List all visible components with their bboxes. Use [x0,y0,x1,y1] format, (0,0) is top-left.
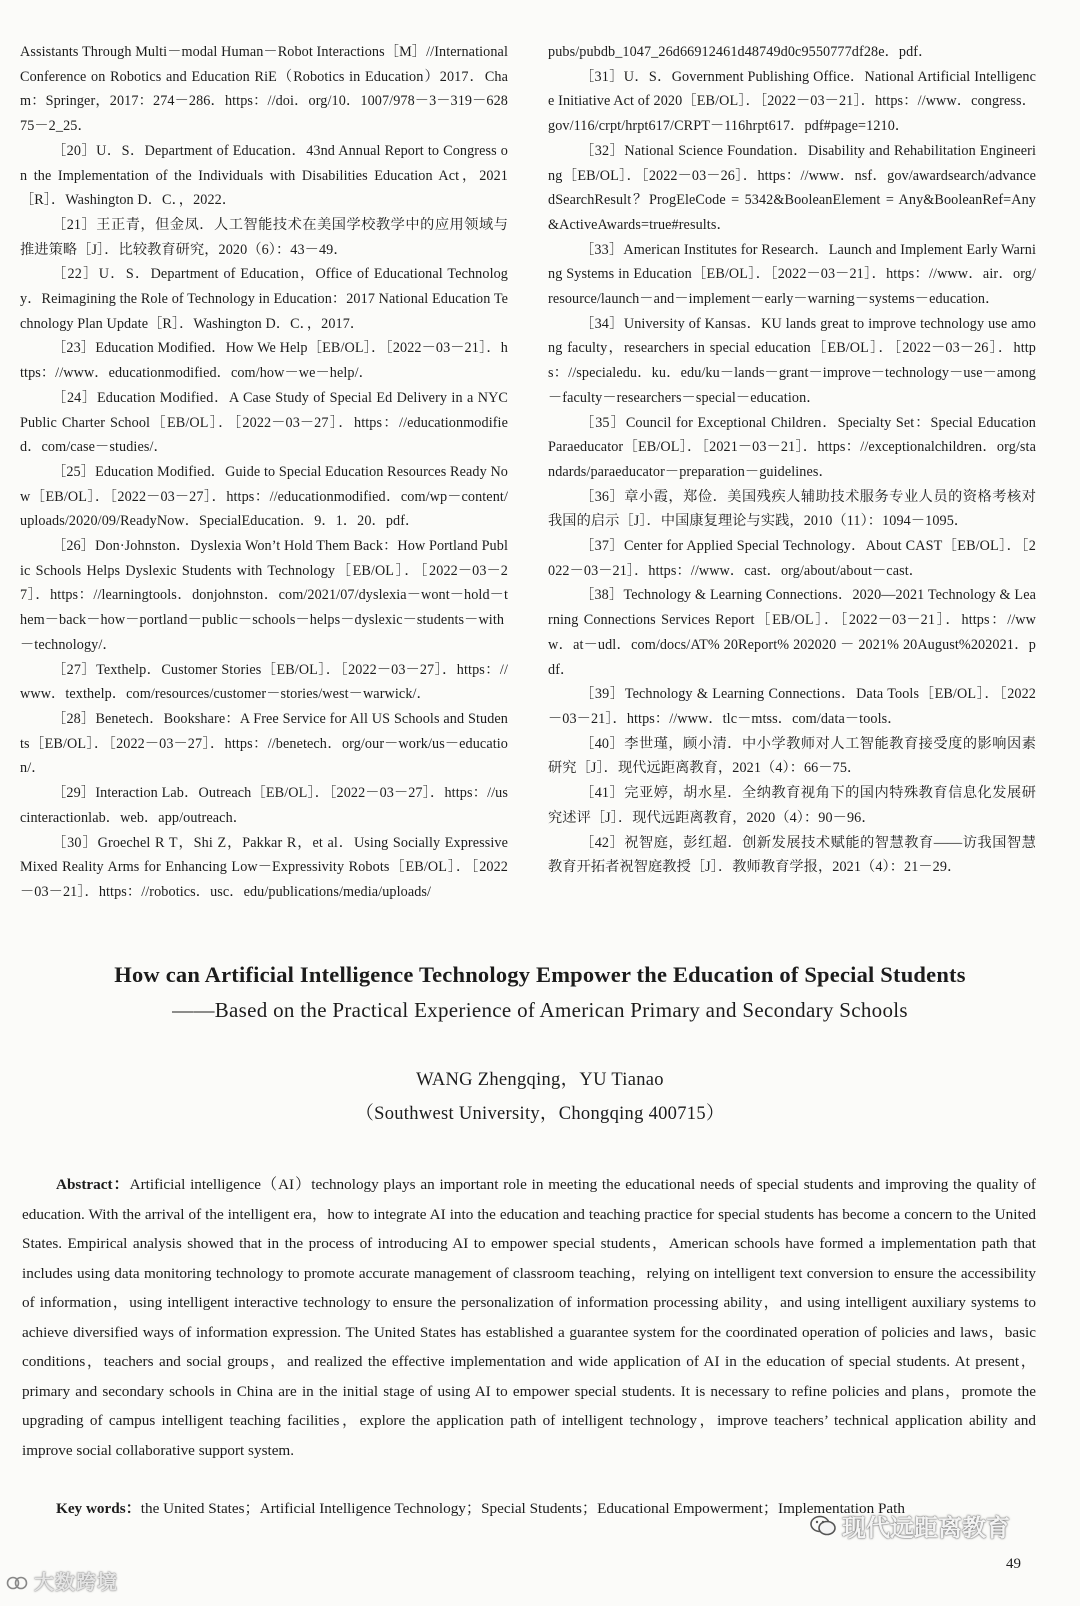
abstract [22,1170,1036,1465]
reference-entry: ［38］Technology & Learning Connections．2020—2021 Technology & Learning Connections Services Report［EB/OL］．［2022－03－21］．https：//www．at－udl．com/docs/AT% 20Report% 202020 － 2021% 20August%202021．pdf． [548,587,1036,678]
wechat-icon [810,1515,836,1543]
english-title-block [0,962,1080,1125]
references-left-column [20,40,508,905]
reference-entry: ［21］王正青，但金凤．人工智能技术在美国学校教学中的应用领域与推进策略［J］．比较教育研究，2020（6）：43－49． [20,216,508,258]
reference-entry: ［30］Groechel R T，Shi Z，Pakkar R，et al．Using Socially Expressive Mixed Reality Arms for Enhancing Low－Expressivity Robots［EB/OL］．［2022－03－21］．https：//robotics．usc．edu/publications/media/uploads/ [20,834,508,900]
keywords-label: Key words： [56,1500,141,1517]
reference-entry: ［29］Interaction Lab．Outreach［EB/OL］．［2022－03－27］．https：//uscinteractionlab．web．app/outreach． [20,785,508,826]
reference-entry: ［35］Council for Exceptional Children．Specialty Set：Special Education Paraeducator［EB/OL］．［2021－03－21］．https：//exceptionalchildren．org/standards/paraeducator－preparation－guidelines． [548,414,1036,480]
reference-entry: ［26］Don·Johnston．Dyslexia Won’t Hold Them Back：How Portland Public Schools Helps Dyslexic Students with Technology［EB/OL］．［2022－03－27］．https：//learningtools．donjohnston．com/2021/07/dyslexia－wont－hold－them－back－how－portland－public－schools－helps－dyslexic－students－with－technology/． [20,538,508,653]
page-number: 49 [1006,1556,1021,1572]
references-right-column [548,40,1036,905]
abstract-text: Artificial intelligence（AI）technology plays an important role in meeting the educational needs of special students and improving the quality of education. With the arrival of the intelligent era，how to integrate AI into the education and teaching practice for special students has become a concern to the United States. Empirical analysis showed that in the process of introducing AI to empower special students，American schools have formed a implementation path that includes using data monitoring technology to promote accurate management of classroom teaching，relying on intelligent text conversion to ensure the accessibility of information，using intelligent interactive technology to ensure the personalization of information processing ability，and using intelligent auxiliary systems to achieve diversified ways of information expression. The United States has established a guarantee system for the coordinated operation of policies and laws，basic conditions，teachers and social groups，and realized the effective implementation and wide application of AI in the education of special students. At present，primary and secondary schools in China are in the initial stage of using AI to empower special students. It is necessary to refine policies and plans，promote the upgrading of campus intelligent teaching facilities，explore the application path of intelligent technology，improve teachers’ technical application ability and improve social collaborative support system. [22,1176,1036,1459]
reference-entry: ［32］National Science Foundation．Disability and Rehabilitation Engineering［EB/OL］．［2022－03－26］．https：//www．nsf．gov/awardsearch/advancedSearchResult？ProgEleCode = 5342&BooleanElement = Any&BooleanRef=Any&ActiveAwards=true#results． [548,142,1036,233]
abstract-label: Abstract： [56,1176,130,1193]
watermark-left [6,1566,118,1596]
reference-entry: ［41］完亚婷，胡水星．全纳教育视角下的国内特殊教育信息化发展研究述评［J］．现代远距离教育，2020（4）：90－96． [548,785,1036,826]
authors: WANG Zhengqing，YU Tianao [416,1070,664,1090]
english-title: How can Artificial Intelligence Technology Empower the Education of Special Students [114,962,966,987]
reference-entry: Assistants Through Multi－modal Human－Robot Interactions［M］//International Conference on Robotics and Education RiE（Robotics in Education）2017．Cham：Springer，2017：274－286．https：//doi．org/10．1007/978－3－319－62875－2_25． [20,44,508,135]
watermark-right-text: 现代远距离教育 [842,1514,1010,1542]
logo-icon [6,1572,28,1596]
reference-entry: ［27］Texthelp．Customer Stories［EB/OL］．［2022－03－27］．https：//www．texthelp．com/resources/customer－stories/west－warwick/． [20,661,508,703]
reference-entry: ［31］U．S．Government Publishing Office．National Artificial Intelligence Initiative Act of 2020［EB/OL］．［2022－03－21］．https：//www．congress．gov/116/crpt/hrpt617/CRPT－116hrpt617．pdf#page=1210． [548,68,1036,135]
watermark-right [810,1508,1010,1543]
reference-entry: ［40］李世瑾，顾小清．中小学教师对人工智能教育接受度的影响因素研究［J］．现代远距离教育，2021（4）：66－75． [548,735,1036,777]
reference-entry: ［37］Center for Applied Special Technology．About CAST［EB/OL］．［2022－03－21］．https：//www．cast．org/about/about－cast． [548,538,1036,579]
reference-entry: ［28］Benetech．Bookshare：A Free Service for All US Schools and Students［EB/OL］．［2022－03－27］．https：//benetech．org/our－work/us－education/． [20,710,508,777]
reference-entry: ［20］U．S．Department of Education．43nd Annual Report to Congress on the Implementation of the Individuals with Disabilities Education Act，2021［R］．Washington D．C．，2022． [20,142,508,209]
watermark-left-text: 大数跨境 [34,1570,118,1594]
reference-entry: pubs/pubdb_1047_26d66912461d48749d0c9550777df28e．pdf． [548,44,933,60]
affiliation: （Southwest University，Chongqing 400715） [355,1104,725,1124]
references-section [20,40,1036,905]
keywords-text: the United States；Artificial Intelligence Technology；Special Students；Educational Empowerment；Implementation Path [140,1500,905,1517]
english-subtitle: ——Based on the Practical Experience of American Primary and Secondary Schools [172,998,908,1022]
reference-entry: ［22］U．S．Department of Education，Office of Educational Technology．Reimagining the Role of Technology in Education：2017 National Education Technology Plan Update［R］．Washington D．C．，2017． [20,266,508,332]
reference-entry: ［24］Education Modified．A Case Study of Special Ed Delivery in a NYC Public Charter School［EB/OL］．［2022－03－27］．https：//educationmodified．com/case－studies/． [20,389,508,456]
reference-entry: ［34］University of Kansas．KU lands great to improve technology use among faculty，researchers in special education［EB/OL］．［2022－03－26］．https：//specialedu．ku．edu/ku－lands－grant－improve－technology－use－among－faculty－researchers－special－education． [548,315,1036,406]
reference-entry: ［42］祝智庭，彭红超．创新发展技术赋能的智慧教育——访我国智慧教育开拓者祝智庭教授［J］．教师教育学报，2021（4）：21－29． [548,834,1036,876]
reference-entry: ［23］Education Modified．How We Help［EB/OL］．［2022－03－21］．https：//www．educationmodified．com/how－we－help/． [20,340,508,382]
reference-entry: ［39］Technology & Learning Connections．Data Tools［EB/OL］．［2022－03－21］．https：//www．tlc－mtss．com/data－tools． [548,686,1036,727]
reference-entry: ［36］章小霞，郑俭．美国残疾人辅助技术服务专业人员的资格考核对我国的启示［J］．中国康复理论与实践，2010（11）：1094－1095． [548,488,1036,530]
reference-entry: ［25］Education Modified．Guide to Special Education Resources Ready Now［EB/OL］．［2022－03－27］．https：//educationmodified．com/wp－content/uploads/2020/09/ReadyNow．SpecialEducation．9．1．20．pdf． [20,463,508,530]
reference-entry: ［33］American Institutes for Research．Launch and Implement Early Warning Systems in Education［EB/OL］．［2022－03－21］．https：//www．air．org/resource/launch－and－implement－early－warning－systems－education． [548,241,1036,308]
